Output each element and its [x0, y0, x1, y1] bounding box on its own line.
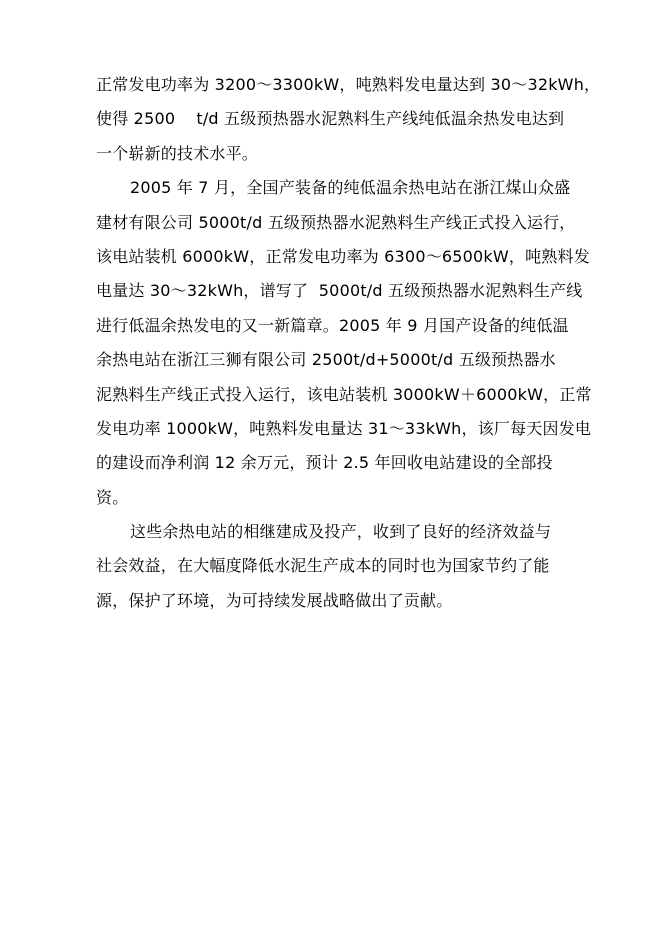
text-line: 泥熟料生产线正式投入运行，该电站装机 3000kW＋6000kW，正常	[96, 384, 592, 404]
text-line: 该电站装机 6000kW，正常发电功率为 6300～6500kW，吨熟料发	[96, 246, 590, 266]
text-line: 一个崭新的技术水平。	[96, 143, 259, 163]
text-line: 资。	[96, 487, 129, 507]
text-line: 源，保护了环境，为可持续发展战略做出了贡献。	[96, 590, 453, 610]
paragraph-start-line: 这些余热电站的相继建成及投产，收到了良好的经济效益与	[130, 522, 552, 542]
text-line: 社会效益，在大幅度降低水泥生产成本的同时也为国家节约了能	[96, 556, 550, 576]
body-text	[96, 68, 616, 618]
text-line: 进行低温余热发电的又一新篇章。2005 年 9 月国产设备的纯低温	[96, 315, 569, 335]
text-line: 正常发电功率为 3200～3300kW，吨熟料发电量达到 30～32kWh，	[96, 75, 601, 94]
text-line: 电量达 30～32kWh，谱写了 5000t/d 五级预热器水泥熟料生产线	[96, 281, 583, 301]
text-line: 发电功率 1000kW，吨熟料发电量达 31～33kWh，该厂每天因发电	[96, 418, 592, 438]
paragraph-start-line: 2005 年 7 月，全国产装备的纯低温余热电站在浙江煤山众盛	[130, 178, 571, 198]
text-line: 余热电站在浙江三狮有限公司 2500t/d+5000t/d 五级预热器水	[96, 350, 556, 370]
text-line: 使得 2500 t/d 五级预热器水泥熟料生产线纯低温余热发电达到	[96, 109, 565, 129]
text-line: 建材有限公司 5000t/d 五级预热器水泥熟料生产线正式投入运行，	[96, 212, 576, 232]
text-line: 的建设而净利润 12 余万元，预计 2.5 年回收电站建设的全部投	[96, 453, 553, 473]
